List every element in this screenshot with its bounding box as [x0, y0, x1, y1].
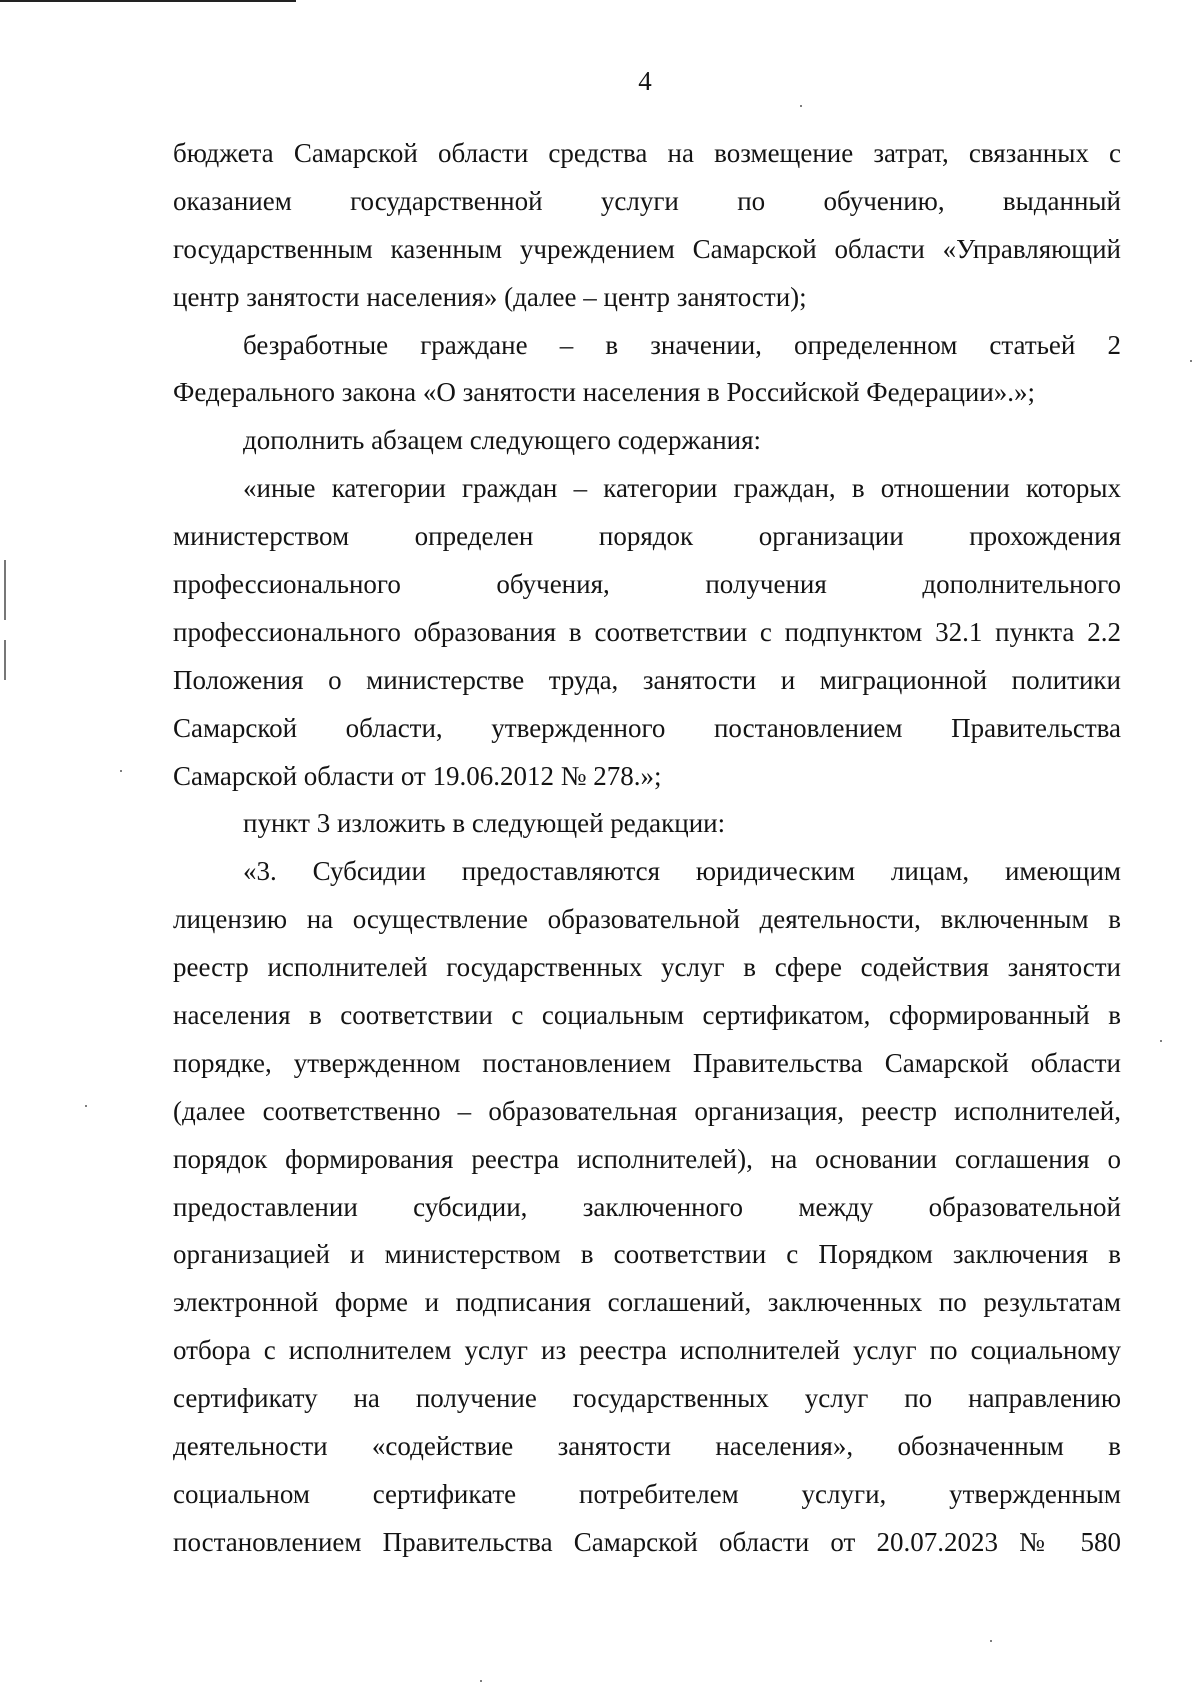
text-line: центр занятости населения» (далее – центр занятости); [173, 281, 807, 312]
top-rule [0, 0, 296, 2]
scan-edge-mark [4, 640, 6, 680]
text-line: постановлением Правительства Самарской области от 20.07.2023 № 580 [173, 1526, 1121, 1557]
document-body [173, 130, 1121, 1567]
scan-edge-mark [4, 560, 6, 620]
scan-speck [480, 1680, 482, 1682]
text-line: организацией и министерством в соответствии с Порядком заключения в [173, 1239, 1121, 1270]
text-line: сертификату на получение государственных услуг по направлению [173, 1383, 1121, 1414]
text-line: дополнить абзацем следующего содержания: [243, 425, 762, 456]
paragraph [173, 848, 1121, 1566]
page-number: 4 [638, 66, 652, 96]
text-line: государственным казенным учреждением Самарской области «Управляющий [173, 233, 1121, 264]
text-line: предоставлении субсидии, заключенного между образовательной [173, 1191, 1121, 1222]
paragraph [173, 800, 1121, 848]
text-line: порядок формирования реестра исполнителей), на основании соглашения о [173, 1143, 1121, 1174]
scan-speck [120, 770, 122, 772]
text-line: Самарской области от 19.06.2012 № 278.»; [173, 760, 662, 791]
text-line: (далее соответственно – образовательная организация, реестр исполнителей, [173, 1095, 1121, 1126]
text-line: отбора с исполнителем услуг из реестра исполнителей услуг по социальному [173, 1335, 1121, 1366]
text-line: пункт 3 изложить в следующей редакции: [243, 808, 726, 839]
text-line: населения в соответствии с социальным сертификатом, сформированный в [173, 1000, 1121, 1031]
scan-speck [1160, 1040, 1162, 1042]
text-line: министерством определен порядок организации прохождения [173, 521, 1121, 552]
paragraph [173, 465, 1121, 800]
paragraph [173, 322, 1121, 418]
paragraph [173, 130, 1121, 322]
paragraph [173, 417, 1121, 465]
text-line: профессионального обучения, получения дополнительного [173, 569, 1121, 600]
text-line: лицензию на осуществление образовательной деятельности, включенным в [173, 904, 1121, 935]
text-line: порядке, утвержденном постановлением Правительства Самарской области [173, 1047, 1121, 1078]
text-line: Федерального закона «О занятости населения в Российской Федерации».»; [173, 377, 1036, 408]
text-line: Положения о министерстве труда, занятости и миграционной политики [173, 664, 1121, 695]
scan-speck [990, 1640, 992, 1642]
text-line: электронной форме и подписания соглашений, заключенных по результатам [173, 1287, 1121, 1318]
text-line: реестр исполнителей государственных услуг в сфере содействия занятости [173, 952, 1121, 983]
text-line: профессионального образования в соответствии с подпунктом 32.1 пункта 2.2 [173, 616, 1121, 647]
text-line: деятельности «содействие занятости населения», обозначенным в [173, 1431, 1121, 1462]
scan-speck [1190, 360, 1192, 362]
text-line: «3. Субсидии предоставляются юридическим лицам, имеющим [243, 856, 1121, 887]
text-line: оказанием государственной услуги по обучению, выданный [173, 185, 1121, 216]
text-line: «иные категории граждан – категории граждан, в отношении которых [243, 473, 1121, 504]
text-line: безработные граждане – в значении, определенном статьей 2 [243, 329, 1121, 360]
text-line: Самарской области, утвержденного постановлением Правительства [173, 712, 1121, 743]
scan-speck [800, 105, 802, 107]
text-line: бюджета Самарской области средства на возмещение затрат, связанных с [173, 138, 1121, 168]
scan-speck [85, 1105, 87, 1107]
text-line: социальном сертификате потребителем услуги, утвержденным [173, 1478, 1121, 1509]
